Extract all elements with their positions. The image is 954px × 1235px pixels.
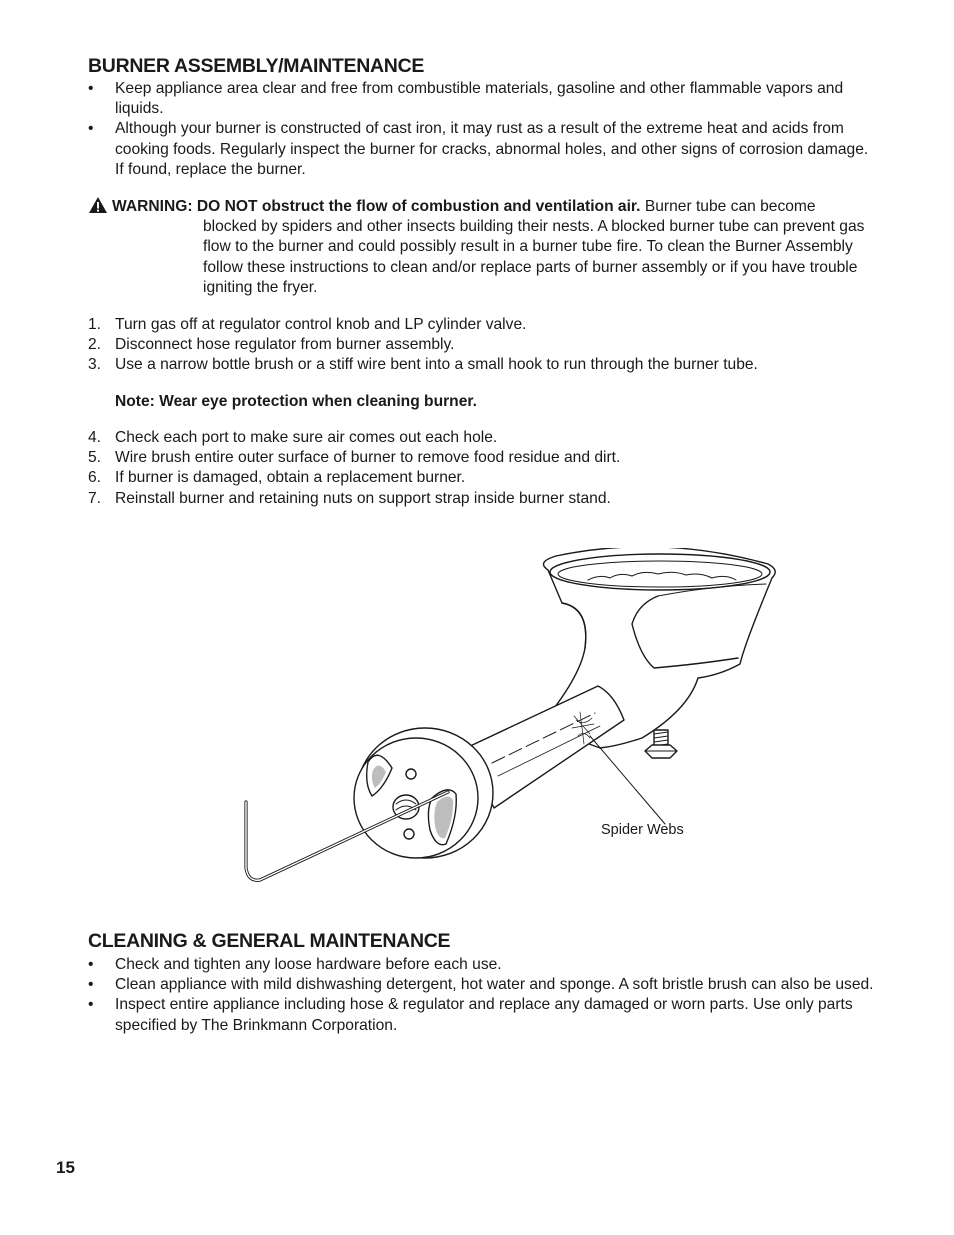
bullet-text: Although your burner is constructed of cast iron, it may rust as a result of the extreme heat and acids from cooking foods. Regularly inspect the burner for cracks, abnormal holes, and other signs of corrosion damage. If found, replace the burner. [115, 120, 869, 178]
step-text: Use a narrow bottle brush or a stiff wire bent into a small hook to run through the burner tube. [115, 356, 758, 374]
step-text: Turn gas off at regulator control knob and LP cylinder valve. [115, 316, 527, 333]
bullet-text: Clean appliance with mild dishwashing detergent, hot water and sponge. A soft bristle brush can also be used. [115, 976, 874, 994]
step-number: 1. [88, 316, 102, 333]
warning-bold-text: DO NOT obstruct the flow of combustion and ventilation air. [196, 198, 641, 215]
steps-list-continued [88, 428, 878, 509]
bullet-icon: • [88, 976, 94, 994]
list-item [88, 489, 878, 509]
face-plate [354, 728, 493, 858]
list-item [88, 995, 878, 1035]
bullet-text: Check and tighten any loose hardware before each use. [115, 956, 502, 973]
warning-continuation: blocked by spiders and other insects building their nests. A blocked burner tube can prevent gas flow to the burner and could possibly result in a burner tube fire. To clean the Burner Assembly follow these instructions to clean and/or replace parts of burner assembly or if you have trouble igniting the fryer. [203, 218, 865, 296]
step-text: Disconnect hose regulator from burner assembly. [115, 336, 455, 354]
list-item [88, 315, 878, 335]
step-number: 3. [88, 356, 102, 374]
spider-webs-callout: Spider Webs [601, 822, 684, 838]
list-item [88, 355, 878, 375]
warning-text: Burner tube can become [644, 198, 816, 215]
step-number: 7. [88, 489, 102, 507]
page-number: 15 [56, 1158, 75, 1177]
steps-list [88, 315, 878, 376]
list-item [88, 79, 878, 119]
step-text: Reinstall burner and retaining nuts on support strap inside burner stand. [115, 489, 611, 507]
step-number: 5. [88, 449, 102, 467]
step-number: 2. [88, 336, 102, 354]
bullet-icon: • [88, 80, 94, 97]
step-text: If burner is damaged, obtain a replacement burner. [115, 469, 466, 487]
safety-note: Note: Wear eye protection when cleaning burner. [115, 393, 477, 410]
step-number: 6. [88, 469, 102, 487]
step-text: Wire brush entire outer surface of burner to remove food residue and dirt. [115, 449, 621, 467]
warning-triangle-icon [88, 196, 108, 214]
bolt [645, 730, 677, 758]
burner-bullet-list [88, 79, 878, 180]
list-item [88, 975, 878, 995]
bullet-icon: • [88, 120, 94, 138]
bullet-icon: • [88, 956, 94, 973]
list-item [88, 468, 878, 488]
list-item [88, 335, 878, 355]
warning-label: WARNING: [112, 198, 193, 215]
step-text: Check each port to make sure air comes out each hole. [115, 429, 498, 446]
warning-block [88, 196, 878, 298]
cleaning-bullet-list [88, 955, 878, 1036]
section-title-cleaning: CLEANING & GENERAL MAINTENANCE [88, 930, 451, 952]
step-number: 4. [88, 429, 102, 446]
bullet-text: Keep appliance area clear and free from combustible materials, gasoline and other flammable vapors and liquids. [115, 80, 844, 118]
list-item [88, 448, 878, 468]
section-title-burner-assembly: BURNER ASSEMBLY/MAINTENANCE [88, 55, 425, 77]
list-item [88, 955, 878, 975]
bullet-icon: • [88, 996, 94, 1014]
bullet-text: Inspect entire appliance including hose & regulator and replace any damaged or worn parts. Use only parts specified by The Brinkmann Corporation. [115, 996, 853, 1034]
burner-illustration [240, 548, 790, 893]
list-item [88, 119, 878, 180]
list-item [88, 428, 878, 448]
